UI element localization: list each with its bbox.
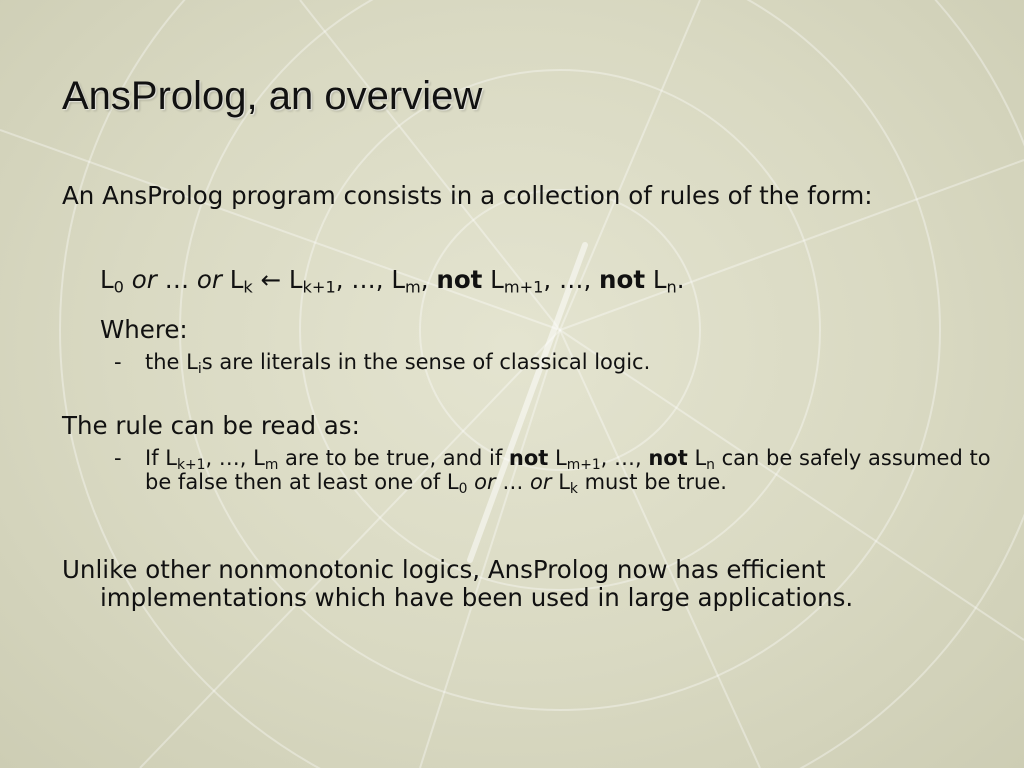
intro-paragraph: An AnsProlog program consists in a collection of rules of the form: <box>62 181 873 210</box>
rule-formula: $L_0$ or … or $L_k$ ← $L_{k+1}$, …, $L_m$, not $L_{m+1}$, …, not $L_n$. <box>100 265 685 297</box>
arrow-symbol: ← <box>260 265 282 294</box>
where-label: Where: <box>100 315 188 344</box>
reading-bullet-item: - If $L_{k+1}$, …, $L_m$ are to be true, and if not $L_{m+1}$, …, not $L_n$ can be safely assumed to be false then at least one of $L_0$ or … or $L_k$ must be true. <box>114 446 991 497</box>
slide-title: AnsProlog, an overview <box>62 74 483 118</box>
closing-paragraph: Unlike other nonmonotonic logics, AnsProlog now has efficient implementations which have been used in large applications. <box>62 555 854 612</box>
where-bullet-item: - the $L_is$ are literals in the sense of classical logic. <box>114 350 651 377</box>
reading-heading: The rule can be read as: <box>62 411 360 440</box>
